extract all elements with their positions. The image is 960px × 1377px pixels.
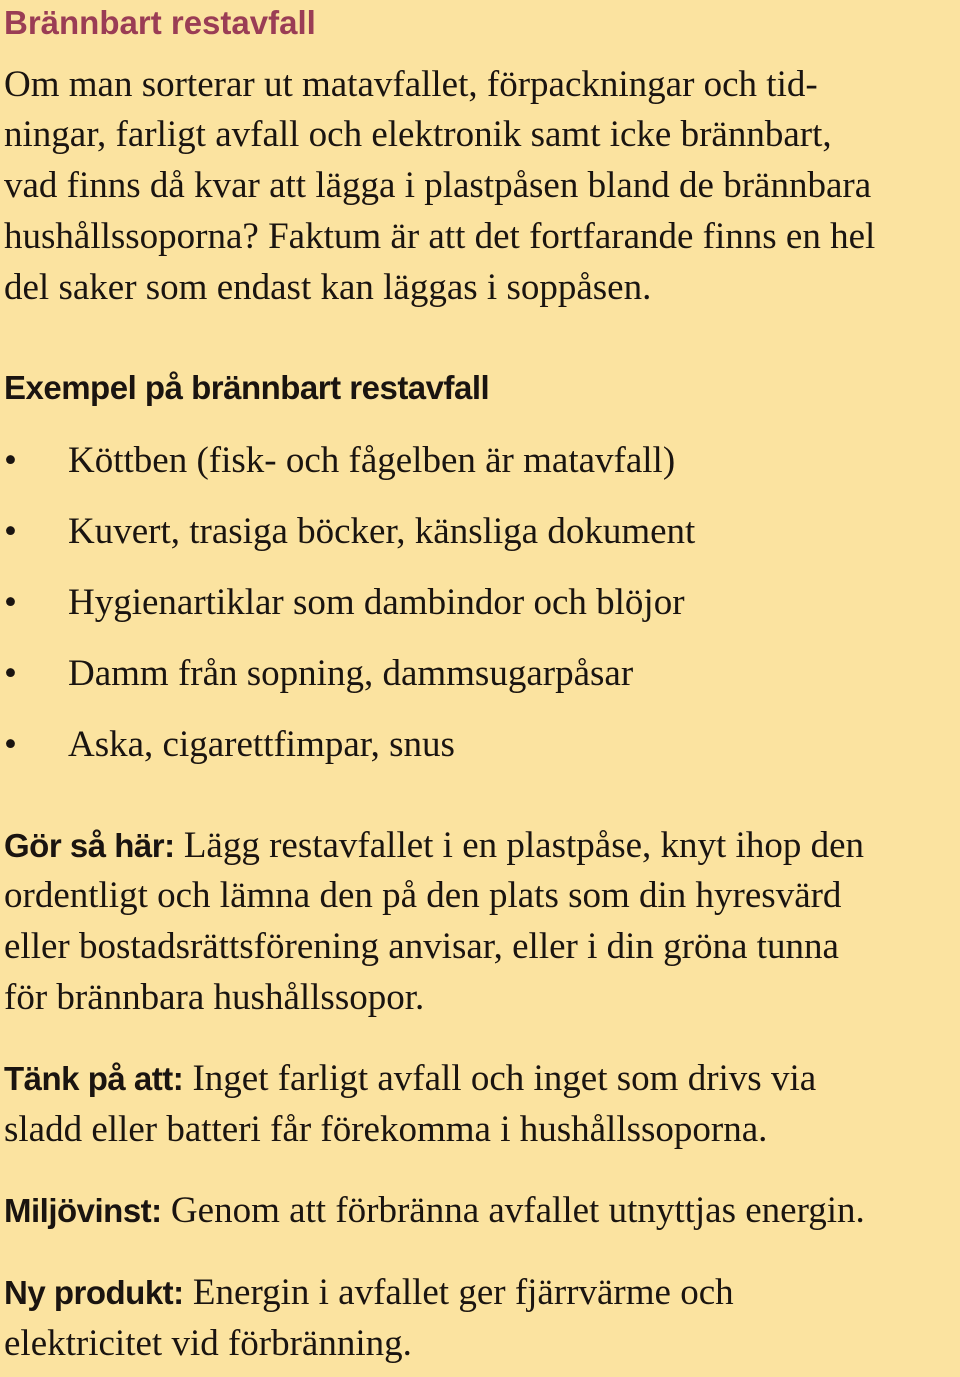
gain-label: Miljövinst: [4,1192,162,1229]
page-title: Brännbart restavfall [4,4,316,41]
text-line: Om man sorterar ut matavfallet, förpackningar och tid- [4,64,818,105]
text-line: hushållssoporna? Faktum är att det fortfarande finns en hel [4,216,876,257]
text-line: del saker som endast kan läggas i soppåsen. [4,267,652,308]
bullet-icon: • [4,511,17,552]
text-line: eller bostadsrättsförening anvisar, eller i din gröna tunna [4,926,839,967]
text-line: Tänk på att: Inget farligt avfall och inget som drivs via [4,1058,817,1099]
text-line: ordentligt och lämna den på den plats som din hyresvärd [4,875,842,916]
bullet-icon: • [4,582,17,623]
bullet-icon: • [4,440,17,481]
bullet-icon: • [4,724,17,765]
text-line: Ny produkt: Energin i avfallet ger fjärrvärme och [4,1272,734,1313]
text-line: för brännbara hushållssopor. [4,977,425,1018]
text-line: Miljövinst: Genom att förbränna avfallet utnyttjas energin. [4,1190,865,1231]
note-label: Tänk på att: [4,1060,184,1097]
text-line: elektricitet vid förbränning. [4,1323,412,1364]
text-line: vad finns då kvar att lägga i plastpåsen bland de brännbara [4,165,872,206]
product-label: Ny produkt: [4,1274,184,1311]
how-label: Gör så här: [4,827,175,864]
text-line: ningar, farligt avfall och elektronik samt icke brännbart, [4,114,832,155]
examples-heading: Exempel på brännbart restavfall [4,369,490,406]
text-line: sladd eller batteri får förekomma i hushållssoporna. [4,1109,768,1150]
text-line: Gör så här: Lägg restavfallet i en plastpåse, knyt ihop den [4,825,864,866]
bullet-icon: • [4,653,17,694]
